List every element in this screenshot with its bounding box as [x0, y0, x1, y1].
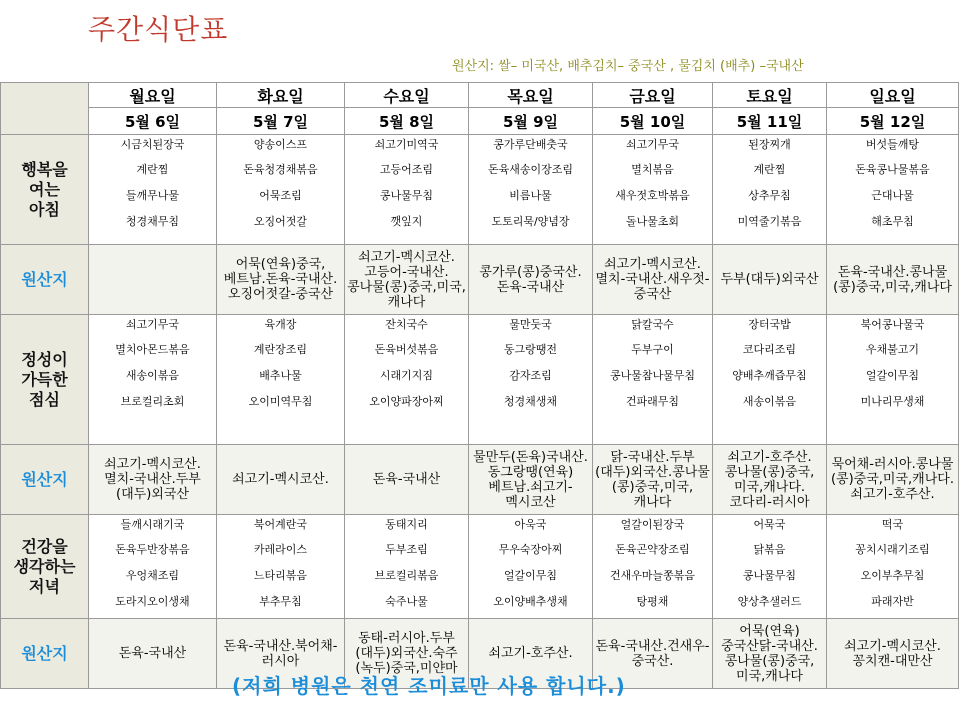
corner-cell — [1, 83, 89, 135]
menu-item: 미역줄기볶음 — [737, 215, 802, 228]
menu-item: 된장찌개 — [748, 138, 791, 151]
menu-item: 양배추깨즙무침 — [732, 369, 807, 382]
menu-item: 계란찜 — [136, 163, 169, 176]
origin-cell: 돈육-국내산.건새우-중국산. — [593, 619, 713, 689]
dinner-menu-cell — [469, 515, 593, 619]
menu-item: 얼갈이무침 — [503, 569, 558, 582]
menu-item: 두부구이 — [631, 343, 674, 356]
menu-item: 어묵조림 — [259, 189, 302, 202]
menu-item: 육개장 — [264, 318, 297, 331]
origin-cell: 쇠고기-멕시코산.멸치-국내산.두부(대두)외국산 — [89, 445, 217, 515]
breakfast-menu-cell — [713, 135, 827, 245]
menu-item: 계란찜 — [753, 163, 786, 176]
lunch-menu-cell — [827, 315, 959, 445]
menu-item: 돌나물초회 — [625, 215, 680, 228]
menu-item: 두부조림 — [385, 543, 428, 556]
menu-item: 동태지리 — [385, 518, 428, 531]
day-header: 월요일 — [89, 83, 217, 108]
menu-item: 얼갈이된장국 — [620, 518, 685, 531]
menu-item: 장터국밥 — [748, 318, 791, 331]
menu-item: 우채불고기 — [865, 343, 920, 356]
date-header: 5월 12일 — [827, 108, 959, 135]
date-header: 5월 10일 — [593, 108, 713, 135]
dinner-menu-cell — [593, 515, 713, 619]
dinner-menu-cell — [827, 515, 959, 619]
origin-cell: 돈육-국내산 — [345, 445, 469, 515]
menu-item: 오이양파장아찌 — [369, 395, 444, 408]
menu-item: 건새우마늘쫑볶음 — [609, 569, 695, 582]
origin-cell: 돈육-국내산.북어채-러시아 — [217, 619, 345, 689]
menu-item: 꽁치시래기조림 — [855, 543, 930, 556]
origin-cell: 돈육-국내산 — [89, 619, 217, 689]
menu-item: 닭칼국수 — [631, 318, 674, 331]
menu-item: 새송이볶음 — [125, 369, 180, 382]
origin-cell: 쇠고기-멕시코산.고등어-국내산.콩나물(콩)중국,미국,캐나다 — [345, 245, 469, 315]
lunch-menu-cell — [345, 315, 469, 445]
menu-item: 돈육두반장볶음 — [115, 543, 190, 556]
menu-item: 카레라이스 — [253, 543, 308, 556]
breakfast-menu-cell — [345, 135, 469, 245]
menu-item: 미나리무생채 — [860, 395, 925, 408]
menu-item: 잔치국수 — [385, 318, 428, 331]
menu-item: 오이미역무침 — [248, 395, 313, 408]
menu-item: 들깨무나물 — [125, 189, 180, 202]
day-header: 금요일 — [593, 83, 713, 108]
menu-item: 고등어조림 — [379, 163, 434, 176]
notice-text: (저희 병원은 천연 조미료만 사용 합니다.) — [232, 674, 626, 698]
menu-item: 닭볶음 — [753, 543, 786, 556]
menu-item: 양송이스프 — [253, 138, 308, 151]
day-header-row — [1, 83, 959, 108]
origin-label: 원산지 — [1, 619, 89, 689]
day-header: 일요일 — [827, 83, 959, 108]
menu-item: 멸치볶음 — [631, 163, 674, 176]
origin-cell: 어묵(연육)중국,베트남.돈육-국내산.오징어젓갈-중국산 — [217, 245, 345, 315]
origin-label: 원산지 — [1, 445, 89, 515]
menu-item: 파래자반 — [871, 595, 914, 608]
origin-cell: 돈육-국내산.콩나물(콩)중국,미국,캐나다 — [827, 245, 959, 315]
menu-item: 콩나물무침 — [742, 569, 797, 582]
menu-item: 브로컬리볶음 — [374, 569, 439, 582]
menu-item: 쇠고기미역국 — [374, 138, 439, 151]
date-header: 5월 6일 — [89, 108, 217, 135]
origin-cell: 쇠고기-멕시코산.꽁치캔-대만산 — [827, 619, 959, 689]
lunch-menu-cell — [713, 315, 827, 445]
menu-item: 콩나물참나물무침 — [609, 369, 695, 382]
origin-cell: 쇠고기-멕시코산. — [217, 445, 345, 515]
dinner-row — [1, 515, 959, 619]
menu-item: 우엉채조림 — [125, 569, 180, 582]
menu-item: 새송이볶음 — [742, 395, 797, 408]
menu-item: 깻잎지 — [390, 215, 423, 228]
menu-item: 양상추샐러드 — [737, 595, 802, 608]
weekly-menu-table — [0, 82, 959, 689]
day-header: 토요일 — [713, 83, 827, 108]
menu-item: 얼갈이무침 — [865, 369, 920, 382]
origin-note: 원산지: 쌀– 미국산, 배추김치– 중국산 , 물김치 (배추) –국내산 — [452, 59, 804, 74]
menu-item: 콩나물무침 — [379, 189, 434, 202]
menu-item: 근대나물 — [871, 189, 914, 202]
breakfast-label: 행복을 여는 아침 — [1, 135, 89, 245]
menu-item: 떡국 — [881, 518, 904, 531]
menu-item: 비름나물 — [509, 189, 552, 202]
origin-cell — [89, 245, 217, 315]
menu-item: 새우젓호박볶음 — [615, 189, 690, 202]
menu-item: 오이양배추생채 — [493, 595, 568, 608]
breakfast-menu-cell — [217, 135, 345, 245]
menu-item: 돈육청경채볶음 — [243, 163, 318, 176]
menu-item: 북어계란국 — [253, 518, 308, 531]
menu-item: 버섯들깨탕 — [865, 138, 920, 151]
origin-cell: 묵어채-러시아.콩나물(콩)중국,미국,캐나다.쇠고기-호주산. — [827, 445, 959, 515]
menu-item: 계란장조림 — [253, 343, 308, 356]
origin-cell: 두부(대두)외국산 — [713, 245, 827, 315]
menu-item: 탕평채 — [636, 595, 669, 608]
date-header: 5월 9일 — [469, 108, 593, 135]
lunch-menu-cell — [217, 315, 345, 445]
dinner-menu-cell — [345, 515, 469, 619]
date-header-row — [1, 108, 959, 135]
menu-item: 건파래무침 — [625, 395, 680, 408]
origin-label: 원산지 — [1, 245, 89, 315]
origin-cell: 쇠고기-호주산.콩나물(콩)중국,미국,캐나다.코다리-러시아 — [713, 445, 827, 515]
menu-item: 도토리묵/양념장 — [491, 215, 570, 228]
breakfast-menu-cell — [469, 135, 593, 245]
breakfast-menu-cell — [89, 135, 217, 245]
day-header: 목요일 — [469, 83, 593, 108]
menu-item: 돈육버섯볶음 — [374, 343, 439, 356]
date-header: 5월 11일 — [713, 108, 827, 135]
menu-item: 감자조림 — [509, 369, 552, 382]
menu-item: 동그랑땡전 — [503, 343, 558, 356]
origin-cell: 쇠고기-호주산. — [469, 619, 593, 689]
dinner-menu-cell — [217, 515, 345, 619]
menu-item: 들깨시래기국 — [120, 518, 185, 531]
menu-item: 콩가루단배춧국 — [493, 138, 568, 151]
menu-item: 아욱국 — [514, 518, 547, 531]
menu-item: 시래기지짐 — [379, 369, 434, 382]
menu-item: 느타리볶음 — [253, 569, 308, 582]
menu-item: 북어콩나물국 — [860, 318, 925, 331]
menu-item: 브로컬리초회 — [120, 395, 185, 408]
page-title: 주간식단표 — [88, 13, 229, 46]
origin-cell: 동태-러시아.두부(대두)외국산.숙주(녹두)중국,미얀마 — [345, 619, 469, 689]
menu-item: 도라지오이생채 — [115, 595, 190, 608]
menu-item: 돈육콩나물볶음 — [855, 163, 930, 176]
dinner-label: 건강을 생각하는 저녁 — [1, 515, 89, 619]
menu-item: 오이부추무침 — [860, 569, 925, 582]
menu-item: 멸치아몬드볶음 — [115, 343, 190, 356]
lunch-menu-cell — [469, 315, 593, 445]
breakfast-row — [1, 135, 959, 245]
menu-item: 무우숙장아찌 — [498, 543, 563, 556]
menu-item: 어묵국 — [753, 518, 786, 531]
menu-item: 배추나물 — [259, 369, 302, 382]
menu-item: 돈육곤약장조림 — [615, 543, 690, 556]
menu-item: 청경채무침 — [125, 215, 180, 228]
menu-item: 상추무침 — [748, 189, 791, 202]
lunch-origin-row — [1, 445, 959, 515]
lunch-menu-cell — [593, 315, 713, 445]
origin-cell: 콩가루(콩)중국산.돈육-국내산 — [469, 245, 593, 315]
breakfast-origin-row — [1, 245, 959, 315]
menu-item: 코다리조림 — [742, 343, 797, 356]
date-header: 5월 8일 — [345, 108, 469, 135]
menu-item: 숙주나물 — [385, 595, 428, 608]
menu-item: 돈육새송이장조림 — [487, 163, 573, 176]
menu-item: 오징어젓갈 — [253, 215, 308, 228]
menu-item: 해초무침 — [871, 215, 914, 228]
menu-item: 쇠고기무국 — [125, 318, 180, 331]
origin-cell: 물만두(돈육)국내산.동그랑땡(연육)베트남.쇠고기-멕시코산 — [469, 445, 593, 515]
menu-item: 청경채생채 — [503, 395, 558, 408]
breakfast-menu-cell — [593, 135, 713, 245]
day-header: 수요일 — [345, 83, 469, 108]
dinner-menu-cell — [89, 515, 217, 619]
menu-item: 물만둣국 — [509, 318, 552, 331]
menu-item: 부추무침 — [259, 595, 302, 608]
lunch-row — [1, 315, 959, 445]
lunch-menu-cell — [89, 315, 217, 445]
origin-cell: 어묵(연육)중국산닭-국내산.콩나물(콩)중국,미국,캐나다 — [713, 619, 827, 689]
lunch-label: 정성이 가득한 점심 — [1, 315, 89, 445]
dinner-menu-cell — [713, 515, 827, 619]
menu-item: 쇠고기무국 — [625, 138, 680, 151]
day-header: 화요일 — [217, 83, 345, 108]
date-header: 5월 7일 — [217, 108, 345, 135]
breakfast-menu-cell — [827, 135, 959, 245]
origin-cell: 닭-국내산.두부(대두)외국산.콩나물(콩)중국,미국,캐나다 — [593, 445, 713, 515]
menu-item: 시금치된장국 — [120, 138, 185, 151]
origin-cell: 쇠고기-멕시코산.멸치-국내산.새우젓-중국산 — [593, 245, 713, 315]
